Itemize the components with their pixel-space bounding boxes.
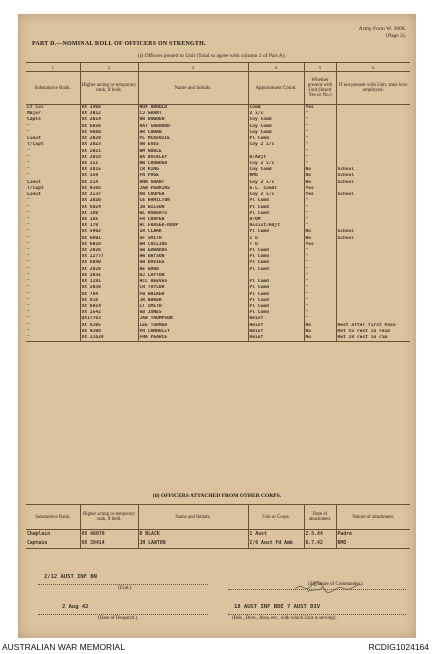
table-cell: HW CROWDER: [138, 161, 248, 167]
table-cell: KW COOPER: [138, 192, 248, 198]
table-cell: RE WARD: [138, 267, 248, 273]
table-cell: IR CLARK: [138, 229, 248, 235]
table-cell: G.L. Comdr: [248, 186, 304, 192]
table-cell: ": [304, 254, 336, 260]
table-cell: ": [27, 285, 30, 291]
table-cell: ": [27, 223, 30, 229]
table-cell: VX 6014: [80, 304, 138, 310]
table-cell: ANN GRANT: [138, 180, 248, 186]
table-cell: ": [27, 229, 30, 235]
table-cell: Yes: [304, 192, 336, 198]
table-cell: ": [304, 223, 336, 229]
column-header: Nature of attachment.: [336, 505, 410, 530]
table-cell: VX 46070: [80, 530, 138, 540]
table-cell: ": [304, 111, 336, 117]
column-header: Whether present with Unit (Insert Yes or No.): [304, 72, 336, 105]
table-cell: Pl Comd: [248, 211, 304, 217]
table-cell: HC FRASER-KOOP: [138, 223, 248, 229]
table-cell: ": [27, 316, 30, 322]
area-label: (Bde., Divn., Area, etc., with which Unit is serving).: [232, 616, 337, 621]
unit-label: (Unit.): [118, 586, 132, 591]
area-rule: [228, 614, 406, 615]
table-cell: ": [304, 211, 336, 217]
table-cell: GF SMITH: [138, 236, 248, 242]
table-cell: ": [304, 267, 336, 273]
table-cell: ": [304, 292, 336, 298]
table-cell: ": [27, 291, 30, 297]
table-cell: ": [27, 241, 30, 247]
table-cell: 2/6 Aust Fd Amb: [248, 539, 304, 549]
column-header: Substantive Rank.: [26, 505, 80, 530]
table-cell: ": [304, 142, 336, 148]
table-cell: No: [304, 229, 336, 235]
table-cell: CJ GRANT: [138, 111, 248, 117]
table-cell: VX 2035: [80, 273, 138, 279]
table-cell: CE HAMILTON: [138, 198, 248, 204]
column-header: If not present with Unit, state how employed.: [336, 72, 410, 105]
table-cell: T O: [248, 242, 304, 248]
table-cell: Yes: [304, 186, 336, 192]
table-cell: LT SMITH: [138, 304, 248, 310]
table-cell: VX 39414: [80, 539, 138, 549]
table-cell: ": [27, 148, 30, 154]
table-cell: GW EDWARDS: [138, 248, 248, 254]
table-cell: Chaplain: [27, 532, 51, 537]
table-cell: HCC REEVES: [138, 279, 248, 285]
table-cell: No: [304, 329, 336, 335]
table-cell: A/QM: [248, 217, 304, 223]
table-cell: Coy Comd: [248, 167, 304, 173]
form-page: [18, 14, 416, 638]
table-cell: ": [304, 205, 336, 211]
table-cell: ": [27, 279, 30, 285]
table-cell: VX 179: [80, 223, 138, 229]
table-cell: VX 5902: [80, 229, 138, 235]
table-cell: ": [304, 316, 336, 322]
table-cell: 1 Aust: [248, 530, 304, 540]
table-row: [26, 530, 410, 540]
table-cell: 2 i/c: [248, 111, 304, 117]
table-cell: VX 1191: [80, 279, 138, 285]
table-cell: Yes: [304, 242, 336, 248]
table-cell: VX 2029: [80, 136, 138, 142]
table-cell: GW EVES: [138, 142, 248, 148]
table-cell: ": [27, 167, 30, 173]
table-cell: No: [304, 323, 336, 329]
table-cell: Coy Comd: [248, 130, 304, 136]
column-header-row: [26, 72, 410, 105]
signature-rule: [228, 589, 406, 590]
table-cell: ": [27, 248, 30, 254]
table-cell: ": [27, 297, 30, 303]
table-cell: Pl Comd: [248, 279, 304, 285]
table-row: [26, 335, 410, 342]
table-cell: LEE TURNER: [138, 323, 248, 329]
table-cell: ": [304, 279, 336, 285]
table-cell: HW WATSON: [138, 254, 248, 260]
table-cell: VX 185: [80, 217, 138, 223]
officers-table-body: [26, 105, 410, 342]
table-cell: ": [27, 160, 30, 166]
table-cell: Capts: [27, 117, 41, 123]
table-cell: ": [304, 285, 336, 291]
table-cell: FN PAGE: [138, 173, 248, 179]
table-cell: T/Capt: [27, 142, 44, 148]
table-cell: VX 6105: [80, 323, 138, 329]
table-cell: VX 180: [80, 211, 138, 217]
table-cell: Reinf: [248, 323, 304, 329]
table-cell: Lieut: [27, 192, 41, 198]
table-cell: VX 11624: [80, 335, 138, 342]
table-cell: WH COLLINS: [138, 242, 248, 248]
table-cell: Major: [27, 111, 41, 117]
despatch-date-value: 2 Aug 42: [62, 604, 89, 610]
table-cell: ": [304, 124, 336, 130]
table-cell: Pl Comd: [248, 260, 304, 266]
table-cell: Padre: [336, 530, 410, 540]
column-number: 6: [336, 63, 410, 72]
table-cell: Lieut: [27, 136, 41, 142]
table-cell: ": [27, 235, 30, 241]
table-cell: Pl Comd: [248, 254, 304, 260]
form-identifier: [359, 26, 406, 40]
table-cell: ": [304, 248, 336, 254]
table-cell: ": [304, 260, 336, 266]
table-cell: ": [27, 123, 30, 129]
table-cell: ": [304, 155, 336, 161]
table-cell: ": [27, 129, 30, 135]
table-cell: VX 6018: [80, 242, 138, 248]
table-cell: ": [304, 161, 336, 167]
table-cell: VX 2015: [80, 167, 138, 173]
table-cell: Yes: [304, 105, 336, 112]
table-cell: ": [27, 198, 30, 204]
table-cell: ": [27, 204, 30, 210]
table-cell: School: [336, 229, 410, 235]
table-cell: VX 1468: [80, 105, 138, 112]
table-cell: Coy 2 i/c: [248, 180, 304, 186]
table-cell: Pl Comd: [248, 229, 304, 235]
table-cell: VX 2021: [80, 149, 138, 155]
table-cell: QX17703: [80, 316, 138, 322]
table-cell: ": [304, 149, 336, 155]
form-page-number: (Page 2).: [386, 33, 406, 39]
column-number: 2: [80, 63, 138, 72]
table-cell: Coy 2 i/c: [248, 192, 304, 198]
table-cell: Lieut: [27, 179, 41, 185]
table-cell: Pl Comd: [248, 285, 304, 291]
table-cell: FW WALKER: [138, 292, 248, 298]
table-cell: PH CONNOLLY: [138, 329, 248, 335]
table-cell: RAT GARWOOD: [138, 124, 248, 130]
table-cell: [336, 105, 410, 112]
table-cell: RMO: [336, 539, 410, 549]
column-header: Name and Initials.: [138, 72, 248, 105]
officers-on-strength-table: [26, 62, 410, 342]
table-cell: A/Adjt: [248, 155, 304, 161]
table-cell: VX 1542: [80, 310, 138, 316]
table-cell: Captain: [26, 539, 80, 549]
part-title: PART D.—NOMINAL ROLL OF OFFICERS ON STRENGTH.: [32, 41, 206, 47]
table-cell: ": [27, 272, 30, 278]
table-cell: VX 9368: [80, 186, 138, 192]
table-cell: ": [304, 136, 336, 142]
table-cell: ": [27, 173, 30, 179]
table-cell: CR KING: [138, 167, 248, 173]
table-cell: WL ROBERTS: [138, 211, 248, 217]
column-header: Higher acting or temporary rank, if held.: [80, 505, 138, 530]
table-cell: Pl Comd: [248, 198, 304, 204]
column-number-row: [26, 63, 410, 72]
area-value: 18 AUST INF BDE 7 AUST DIV: [234, 604, 321, 610]
table-cell: Coy Comd: [248, 124, 304, 130]
despatch-label: (Date of Despatch.): [98, 616, 138, 621]
table-cell: ": [27, 328, 30, 334]
table-cell: Pl Comd: [248, 310, 304, 316]
table-cell: School: [336, 236, 410, 242]
table-cell: Reinf: [248, 316, 304, 322]
table-cell: VX 12777: [80, 254, 138, 260]
table-cell: No: [304, 335, 336, 342]
table-cell: ": [27, 260, 30, 266]
table-cell: Pl Comd: [248, 205, 304, 211]
despatch-rule: [38, 614, 208, 615]
archive-reference: RCDIG1024164: [368, 642, 429, 652]
table-cell: School: [336, 167, 410, 173]
table-cell: Lt Col: [27, 105, 44, 110]
column-number: 5: [304, 63, 336, 72]
table-cell: FR COOPER: [138, 217, 248, 223]
part-subtitle: (i) Officers posted to Unit (Total to agree with column 2 of Part A).: [138, 53, 286, 59]
table-cell: GW DAVIES: [138, 260, 248, 266]
attached-header-row: [26, 505, 410, 530]
table-cell: ": [27, 304, 30, 309]
table-cell: Comd: [248, 105, 304, 112]
table-cell: JR BAKER: [138, 298, 248, 304]
table-cell: BA BUCKLEY: [138, 155, 248, 161]
table-cell: RW DOWDEN: [138, 117, 248, 123]
table-cell: Ret to rest in reim: [336, 329, 410, 335]
table-cell: ": [304, 310, 336, 316]
table-cell: ": [26, 335, 80, 342]
table-cell: Pl Comd: [248, 304, 304, 310]
table-cell: VX 6026: [80, 124, 138, 130]
unit-value: 2/12 AUST INF BN: [44, 574, 97, 580]
table-cell: NOX ARNOLD: [138, 105, 248, 112]
table-cell: VX 616: [80, 298, 138, 304]
table-cell: Pl Comd: [248, 248, 304, 254]
table-cell: ": [27, 210, 30, 216]
table-cell: FHA PEARCE: [138, 335, 248, 342]
table-cell: AR COWAN: [138, 130, 248, 136]
table-cell: VX 6040: [80, 260, 138, 266]
archive-name: AUSTRALIAN WAR MEMORIAL: [2, 642, 125, 652]
table-cell: Ret 18 rest in rim: [336, 335, 410, 342]
table-cell: JAW THOMPSON: [138, 316, 248, 322]
table-cell: CH TAYLOR: [138, 285, 248, 291]
table-cell: RMO: [248, 173, 304, 179]
table-cell: D BLACK: [138, 530, 248, 540]
table-cell: School: [336, 173, 410, 179]
attached-officers-table: [26, 504, 410, 549]
table-cell: VX 211: [80, 161, 138, 167]
table-cell: ": [27, 310, 30, 316]
table-cell: ": [304, 304, 336, 310]
column-header: Appointment Comd.: [248, 72, 304, 105]
table-cell: ": [27, 154, 30, 160]
table-cell: VX 2026: [80, 248, 138, 254]
table-cell: JAW PERKINS: [138, 186, 248, 192]
table-cell: Coy 2 i/c: [248, 161, 304, 167]
table-cell: Pl Comd: [248, 267, 304, 273]
column-number: 1: [26, 63, 80, 72]
table-cell: VX 2016: [80, 155, 138, 161]
table-cell: Coy Comd: [248, 117, 304, 123]
table-cell: Reinf: [248, 335, 304, 342]
table-cell: GB JONES: [138, 310, 248, 316]
table-cell: VX 2014: [80, 117, 138, 123]
table-cell: ": [304, 130, 336, 136]
table-row: [26, 539, 410, 549]
table-cell: ": [27, 216, 30, 222]
table-cell: ": [304, 198, 336, 204]
table-cell: No: [304, 173, 336, 179]
commander-signature: [293, 578, 363, 596]
table-cell: T/Capt: [27, 185, 44, 191]
table-cell: VX 9200: [80, 329, 138, 335]
table-cell: School: [336, 180, 410, 186]
table-cell: ": [27, 254, 30, 260]
table-cell: No: [304, 167, 336, 173]
table-cell: JH LAWTON: [138, 539, 248, 549]
column-number: 4: [248, 63, 304, 72]
table-cell: Rest after first Posn: [336, 323, 410, 329]
table-cell: Coy 2 i/c: [248, 142, 304, 148]
table-cell: JW WILSON: [138, 205, 248, 211]
table-cell: VX 6060: [80, 130, 138, 136]
table-cell: Assist/Adjt: [248, 223, 304, 229]
table-cell: No: [304, 236, 336, 242]
table-cell: Reinf: [248, 329, 304, 335]
table-cell: PL MCKENZIE: [138, 136, 248, 142]
table-cell: VX 2012: [80, 111, 138, 117]
table-cell: HJ LAYTON: [138, 273, 248, 279]
table-cell: VX 159: [80, 173, 138, 179]
column-header: Unit or Corps.: [248, 505, 304, 530]
table-cell: VX 214: [80, 180, 138, 186]
table-cell: ": [304, 117, 336, 123]
column-header: Date of attachment.: [304, 505, 336, 530]
table-cell: VX 704: [80, 292, 138, 298]
table-cell: VX 2020: [80, 198, 138, 204]
table-cell: I O: [248, 236, 304, 242]
table-cell: VX 2030: [80, 285, 138, 291]
column-header: Substantive Rank.: [26, 72, 80, 105]
column-number: 3: [138, 63, 248, 72]
table-cell: ": [304, 298, 336, 304]
table-cell: Pl Comd: [248, 136, 304, 142]
signature-label: (Signature of Commander.): [308, 582, 363, 587]
table-cell: VX 2023: [80, 142, 138, 148]
table-cell: ": [304, 217, 336, 223]
table-cell: VX 2028: [80, 267, 138, 273]
table-cell: ": [27, 322, 30, 328]
table-cell: Pl Comd: [248, 292, 304, 298]
table-cell: WM NOBLE: [138, 149, 248, 155]
table-cell: Pl Comd: [248, 298, 304, 304]
column-header: Higher acting or temporary rank, if held.: [80, 72, 138, 105]
archive-footer: [0, 641, 433, 654]
table-cell: 2.5.44: [304, 530, 336, 540]
column-header: Name and Initials.: [138, 505, 248, 530]
table-cell: VX 2137: [80, 192, 138, 198]
form-number: Army Form W. 3008.: [358, 26, 406, 32]
table-cell: No: [304, 180, 336, 186]
table-cell: ": [304, 273, 336, 279]
table-cell: VX 6001: [80, 236, 138, 242]
table-cell: 6.7.42: [304, 539, 336, 549]
table-cell: ": [27, 266, 30, 272]
table-row: [26, 105, 410, 112]
unit-rule: [38, 584, 208, 585]
table-cell: School: [336, 192, 410, 198]
attached-officers-title: (ii) OFFICERS ATTACHED FROM OTHER CORPS.: [152, 493, 282, 499]
table-cell: VX 6024: [80, 205, 138, 211]
